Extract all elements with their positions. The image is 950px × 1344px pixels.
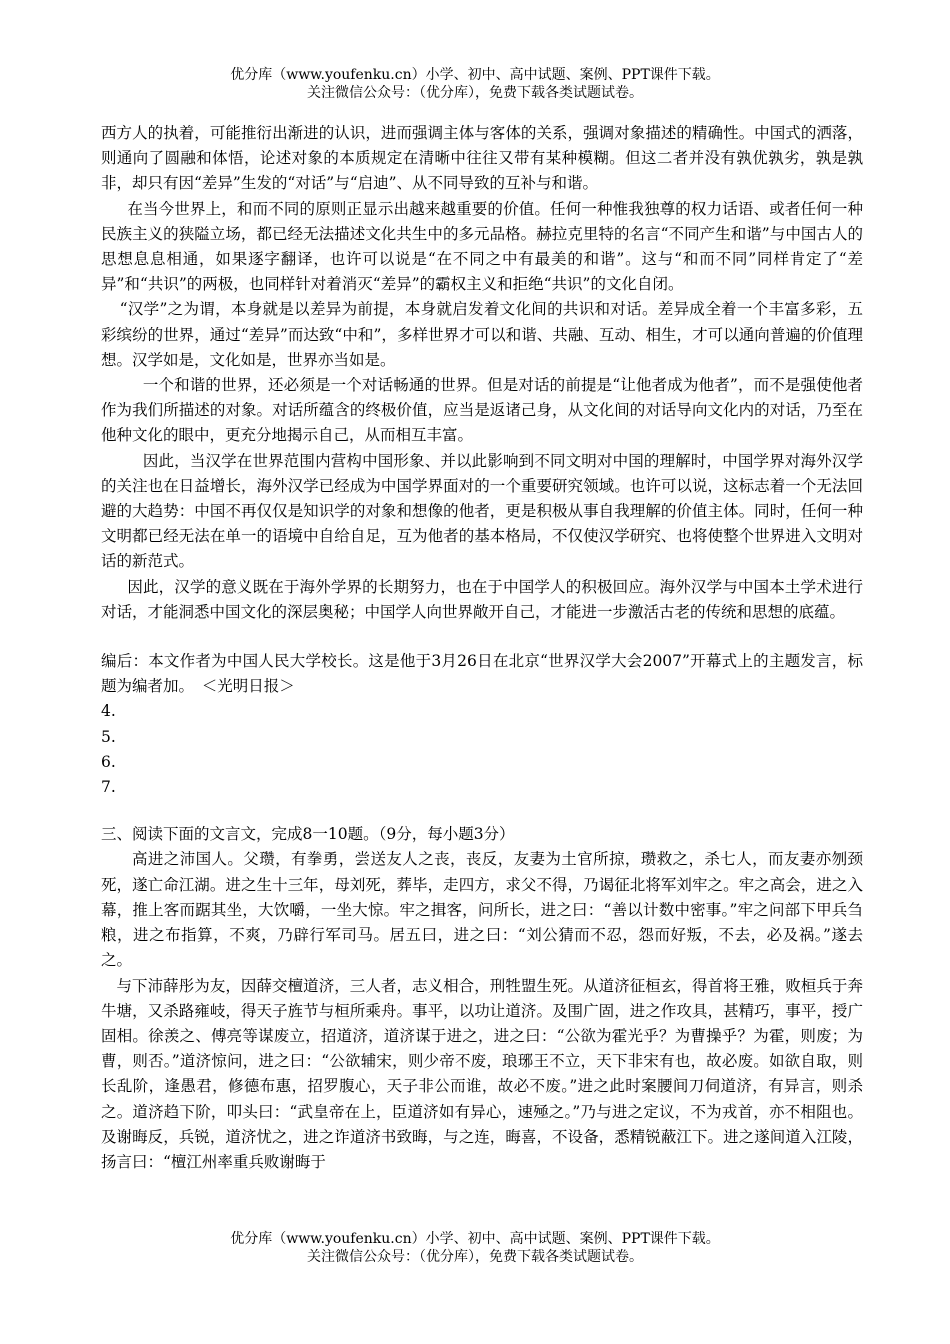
classical-paragraph-1: 高进之沛国人。父瓒，有拳勇，尝送友人之丧，丧反，友妻为土官所掠，瓒救之，杀七人，而友妻亦刎颈死，遂亡命江湖。进之生十三年，母刘死，葬毕，走四方，求父不得，乃谒征北将军刘牢之。牢之高会，进之入幕，推上客而踞其坐，大饮嚼，一坐大惊。牢之揖客，问所长，进之曰：“善以计数中密事。”牢之问部下甲兵刍粮，进之布指算，不爽，乃辟行军司马。居五曰，进之曰：“刘公猜而不忍，怨而好叛，不去，必及祸。”遂去之。 — [101, 850, 863, 970]
section-3-heading: 三、阅读下面的文言文，完成8一10题。（9分，每小题3分） — [101, 825, 515, 844]
footer-line-2: 关注微信公众号：（优分库），免费下载各类试题试卷。 — [307, 1249, 643, 1265]
spacer — [101, 625, 863, 649]
paragraph-4: 一个和谐的世界，还必须是一个对话畅通的世界。但是对话的前提是“让他者成为他者”，而不是强使他者作为我们所描述的对象。对话所蕴含的终极价值，应当是返诸己身，从文化间的对话导向文化内的对话，乃至在他种文化的眼中，更充分地揭示自己，从而相互丰富。 — [101, 376, 863, 445]
page-footer — [0, 1230, 950, 1266]
question-number-6: 6. — [101, 752, 116, 771]
classical-paragraph-2: 与下沛薛彤为友，因薛交檀道济，三人者，志义相合，刑牲盟生死。从道济征桓玄，得首将王雅，败桓兵于奔牛塘，又杀路雍岐，得天子旌节与桓所乘舟。事平，以功让道济。及围广固，进之作攻具，甚精巧，事平，授广固相。徐羡之、傅亮等谋废立，招道济，道济谋于进之，进之曰：“公欲为霍光乎？为曹操乎？为霍，则废；为曹，则否。”道济惊问，进之曰：“公欲辅宋，则少帝不废，琅琊王不立，天下非宋有也，故必废。如欲自取，则长乱阶，逢愚君，修德布惠，招罗腹心，天子非公而谁，故必不废。”进之此时案腰间刀伺道济，有异言，则杀之。道济趋下阶，叩头曰：“武皇帝在上，臣道济如有异心，速殛之。”乃与进之定议，不为戎首，亦不相阻也。及谢晦反，兵锐，道济忧之，进之诈道济书致晦，与之连，晦喜，不设备，悉精锐蔽江下。进之遂间道入江陵，扬言曰：“檀江州率重兵败谢晦于 — [101, 976, 863, 1171]
paragraph-1: 西方人的执着，可能推衍出渐进的认识，进而强调主体与客体的关系，强调对象描述的精确性。中国式的洒落，则通向了圆融和体悟，论述对象的本质规定在清晰中往往又带有某种模糊。但这二者并没有孰优孰劣，孰是孰非，却只有因“差异”生发的“对话”与“启迪”、从不同导致的互补与和谐。 — [101, 124, 863, 193]
paragraph-5: 因此，当汉学在世界范围内营构中国形象、并以此影响到不同文明对中国的理解时，中国学界对海外汉学的关注也在日益增长，海外汉学已经成为中国学界面对的一个重要研究领域。也许可以说，这标志着一个无法回避的大趋势：中国不再仅仅是知识学的对象和想像的他者，更是积极从事自我理解的价值主体。同时，任何一种文明都已经无法在单一的语境中自给自足，互为他者的基本格局，不仅使汉学研究、也将使整个世界进入文明对话的新范式。 — [101, 451, 863, 571]
question-number-4: 4. — [101, 702, 116, 721]
footer-line-1: 优分库（www.youfenku.cn）小学、初中、高中试题、案例、PPT课件下载。 — [230, 1231, 720, 1247]
spacer — [101, 800, 863, 822]
article-body — [101, 121, 863, 1175]
editor-note: 编后：本文作者为中国人民大学校长。这是他于3月26日在北京“世界汉学大会2007”开幕式上的主题发言，标题为编者加。 ＜光明日报＞ — [101, 652, 863, 696]
paragraph-6: 因此，汉学的意义既在于海外学界的长期努力，也在于中国学人的积极回应。海外汉学与中国本土学术进行对话，才能洞悉中国文化的深层奥秘；中国学人向世界敞开自己，才能进一步激活古老的传统和思想的底蕴。 — [101, 577, 863, 621]
question-number-7: 7. — [101, 778, 116, 797]
paragraph-2: 在当今世界上，和而不同的原则正显示出越来越重要的价值。任何一种惟我独尊的权力话语、或者任何一种民族主义的狭隘立场，都已经无法描述文化共生中的多元品格。赫拉克里特的名言“不同产生和谐”与中国古人的思想息息相通，如果逐字翻译，也许可以说是“在不同之中有最美的和谐”。这与“和而不同”同样肯定了“差异”和“共识”的两极，也同样针对着消灭“差异”的霸权主义和拒绝“共识”的文化自闭。 — [101, 199, 863, 294]
page-header — [0, 66, 950, 102]
paragraph-3: “汉学”之为谓，本身就是以差异为前提，本身就启发着文化间的共识和对话。差异成全着一个丰富多彩，五彩缤纷的世界，通过“差异”而达致“中和”，多样世界才可以和谐、共融、互动、相生，才可以通向普遍的价值理想。汉学如是，文化如是，世界亦当如是。 — [101, 300, 863, 369]
header-line-2: 关注微信公众号：（优分库），免费下载各类试题试卷。 — [307, 85, 643, 101]
question-number-5: 5. — [101, 727, 116, 746]
header-line-1: 优分库（www.youfenku.cn）小学、初中、高中试题、案例、PPT课件下载。 — [230, 67, 720, 83]
